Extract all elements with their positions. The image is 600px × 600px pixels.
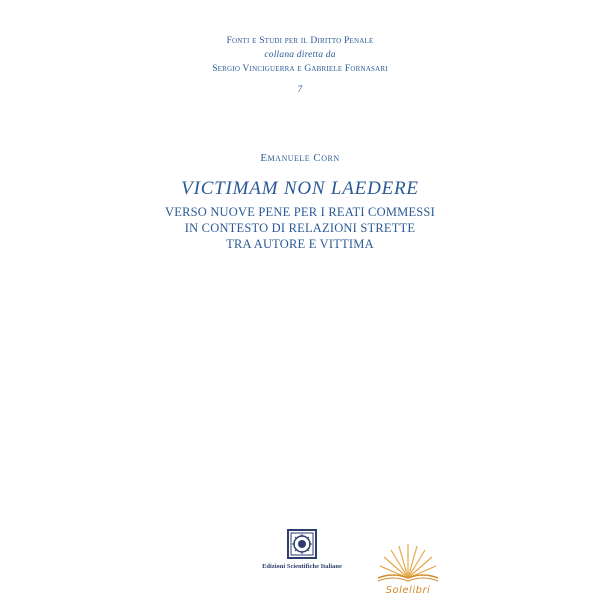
series-name: Fonti e Studi per il Diritto Penale bbox=[226, 36, 374, 46]
publisher-seal-icon bbox=[286, 528, 318, 560]
book-subtitle bbox=[0, 204, 600, 252]
author-name: Emanuele Corn bbox=[260, 152, 340, 164]
series-block bbox=[0, 34, 600, 96]
subtitle-line: VERSO NUOVE PENE PER I REATI COMMESSI bbox=[165, 205, 435, 219]
book-title: VICTIMAM NON LAEDERE bbox=[181, 178, 419, 199]
publisher-logo bbox=[262, 528, 342, 570]
series-number: 7 bbox=[297, 84, 303, 94]
publisher-name: Edizioni Scientifiche Italiane bbox=[262, 563, 342, 570]
series-editors: Sergio Vinciguerra e Gabriele Fornasari bbox=[212, 64, 388, 74]
subtitle-line: IN CONTESTO DI RELAZIONI STRETTE bbox=[184, 221, 416, 235]
solelibri-name: Solelibri bbox=[385, 585, 431, 596]
solelibri-logo bbox=[368, 538, 448, 598]
series-editors-intro: collana diretta da bbox=[264, 50, 336, 60]
subtitle-line: TRA AUTORE E VITTIMA bbox=[226, 237, 374, 251]
sun-book-icon bbox=[368, 538, 448, 584]
